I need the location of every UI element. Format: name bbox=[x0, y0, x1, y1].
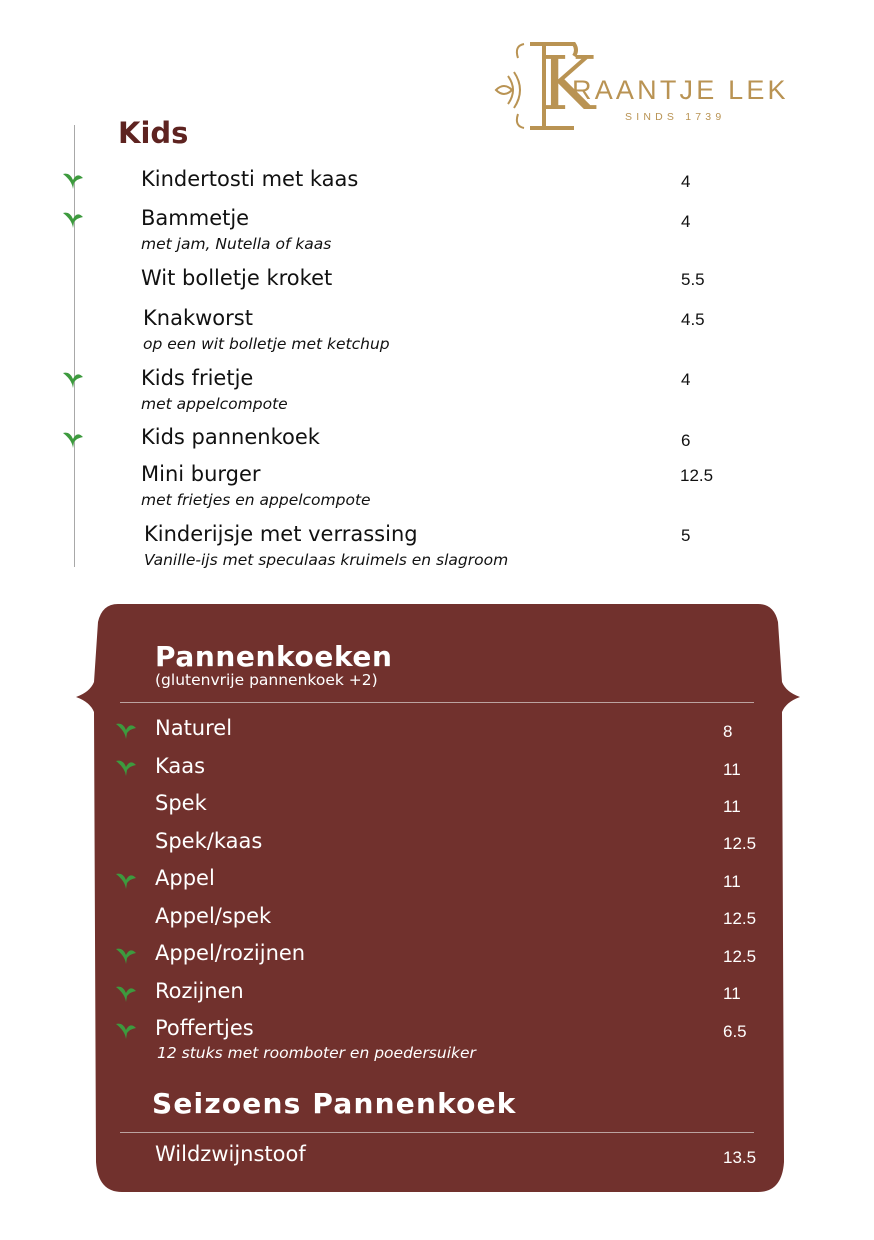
item-name: Appel/rozijnen bbox=[155, 941, 306, 965]
seizoens-title: Seizoens Pannenkoek bbox=[152, 1087, 517, 1120]
item-name: Kindertosti met kaas bbox=[141, 167, 359, 191]
item-price: 11 bbox=[723, 872, 741, 891]
item-price: 12.5 bbox=[723, 834, 757, 853]
sprout-icon bbox=[114, 719, 138, 741]
kids-vertical-rule bbox=[74, 125, 75, 567]
item-description: Vanille-ijs met speculaas kruimels en slagroom bbox=[144, 551, 509, 569]
item-price: 12.5 bbox=[723, 909, 757, 928]
logo bbox=[494, 36, 804, 132]
item-price: 12.5 bbox=[723, 947, 757, 966]
item-price: 4.5 bbox=[681, 310, 705, 329]
logo-initial: K bbox=[540, 41, 596, 127]
item-name: Appel bbox=[155, 866, 215, 890]
item-price: 11 bbox=[723, 760, 741, 779]
item-name: Mini burger bbox=[141, 462, 261, 486]
item-price: 12.5 bbox=[680, 466, 714, 485]
logo-tagline: SINDS 1739 bbox=[625, 111, 726, 123]
sprout-icon bbox=[61, 208, 85, 230]
item-price: 5 bbox=[681, 526, 691, 545]
item-description: op een wit bolletje met ketchup bbox=[143, 335, 390, 353]
item-price: 4 bbox=[681, 172, 691, 191]
item-price: 6 bbox=[681, 431, 691, 450]
section-divider bbox=[120, 702, 754, 703]
item-description: 12 stuks met roomboter en poedersuiker bbox=[157, 1044, 476, 1062]
item-name: Kids pannenkoek bbox=[141, 425, 320, 449]
item-name: Kinderijsje met verrassing bbox=[144, 522, 418, 546]
item-name: Naturel bbox=[155, 716, 233, 740]
item-name: Knakworst bbox=[143, 306, 253, 330]
item-name: Spek bbox=[155, 791, 207, 815]
item-name: Wit bolletje kroket bbox=[141, 266, 333, 290]
item-price: 13.5 bbox=[723, 1148, 757, 1167]
sprout-icon bbox=[114, 944, 138, 966]
sprout-icon bbox=[61, 428, 85, 450]
logo-name: RAANTJE LEK bbox=[572, 75, 789, 105]
item-description: met frietjes en appelcompote bbox=[141, 491, 371, 509]
item-name: Kaas bbox=[155, 754, 206, 778]
item-name: Wildzwijnstoof bbox=[155, 1142, 306, 1166]
item-price: 4 bbox=[681, 212, 691, 231]
item-name: Spek/kaas bbox=[155, 829, 263, 853]
pannenkoeken-subtitle: (glutenvrije pannenkoek +2) bbox=[155, 671, 378, 689]
sprout-icon bbox=[114, 756, 138, 778]
kids-title: Kids bbox=[118, 116, 189, 150]
ornament-icon bbox=[496, 44, 524, 128]
item-price: 11 bbox=[723, 797, 741, 816]
item-price: 8 bbox=[723, 722, 733, 741]
sprout-icon bbox=[61, 169, 85, 191]
item-price: 11 bbox=[723, 984, 741, 1003]
item-price: 4 bbox=[681, 370, 691, 389]
item-price: 6.5 bbox=[723, 1022, 747, 1041]
sprout-icon bbox=[114, 869, 138, 891]
item-name: Poffertjes bbox=[155, 1016, 254, 1040]
sprout-icon bbox=[114, 1019, 138, 1041]
pannenkoeken-title: Pannenkoeken bbox=[155, 640, 393, 673]
item-description: met jam, Nutella of kaas bbox=[141, 235, 332, 253]
item-description: met appelcompote bbox=[141, 395, 288, 413]
sprout-icon bbox=[114, 982, 138, 1004]
item-name: Bammetje bbox=[141, 206, 250, 230]
item-name: Rozijnen bbox=[155, 979, 244, 1003]
sprout-icon bbox=[61, 368, 85, 390]
item-name: Kids frietje bbox=[141, 366, 254, 390]
item-price: 5.5 bbox=[681, 270, 705, 289]
item-name: Appel/spek bbox=[155, 904, 272, 928]
section-divider bbox=[120, 1132, 754, 1133]
